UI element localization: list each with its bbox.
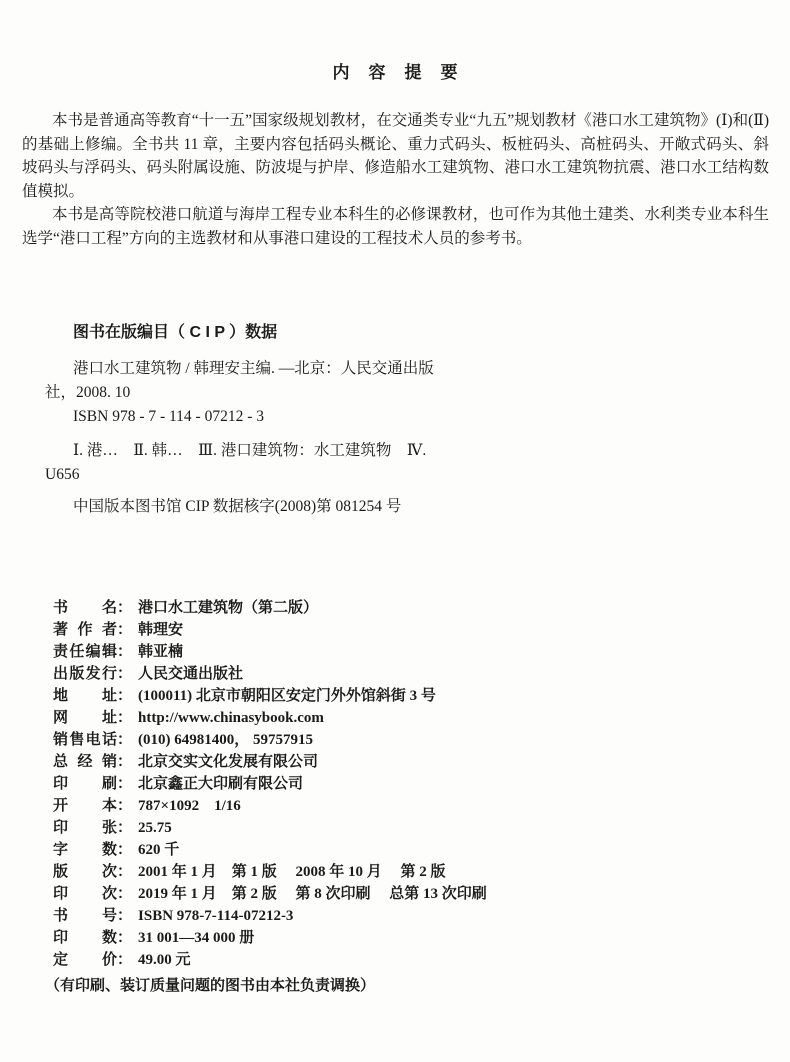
row-print-run-value: 31 001—34 000 册 xyxy=(138,929,255,946)
row-edition xyxy=(53,861,790,883)
row-impression-label: 印次 xyxy=(53,884,117,902)
row-word-count-label: 字数 xyxy=(53,840,117,858)
row-distributor xyxy=(53,751,790,773)
row-print-run xyxy=(53,927,790,949)
row-price xyxy=(53,949,790,971)
row-printed-sheets-value: 25.75 xyxy=(138,819,172,836)
row-sales-phone-label: 销售电话 xyxy=(53,730,117,748)
row-book-title xyxy=(53,597,790,619)
row-author xyxy=(53,619,790,641)
summary-paragraph-1: 本书是普通高等教育“十一五”国家级规划教材，在交通类专业“九五”规划教材《港口水工建筑物》(Ⅰ)和(Ⅱ)的基础上修编。全书共 11 章，主要内容包括码头概论、重力式码头、板桩码头、高桩码头、开敞式码头、斜坡码头与浮码头、码头附属设施、防波堤与护岸、修造船水工建筑物、港口水工建筑物抗震、港口水工结构数值模拟。 xyxy=(22,112,769,200)
row-format-colon: ： xyxy=(117,796,133,814)
row-impression-value: 2019 年 1 月 第 2 版 第 8 次印刷 总第 13 次印刷 xyxy=(138,885,487,902)
row-book-title-colon: ： xyxy=(117,598,133,616)
row-format-label: 开本 xyxy=(53,796,117,814)
row-publisher-label: 出版发行 xyxy=(53,664,117,682)
row-address xyxy=(53,685,790,707)
cip-heading: 图书在版编目（ C I P ）数据 xyxy=(73,323,278,341)
row-printer-label: 印刷 xyxy=(53,774,117,792)
row-format xyxy=(53,795,790,817)
row-isbn xyxy=(53,905,790,927)
row-sales-phone xyxy=(53,729,790,751)
row-price-label: 定价 xyxy=(53,950,117,968)
row-distributor-value: 北京交实文化发展有限公司 xyxy=(138,753,319,770)
row-managing-editor-colon: ： xyxy=(117,642,133,660)
row-edition-label: 版次 xyxy=(53,862,117,880)
row-website xyxy=(53,707,790,729)
row-edition-colon: ： xyxy=(117,862,133,880)
cip-line-classification-cont: U656 xyxy=(45,465,80,483)
row-print-run-colon: ： xyxy=(117,928,133,946)
row-price-colon: ： xyxy=(117,950,133,968)
row-book-title-label: 书名 xyxy=(53,598,117,616)
row-printer-colon: ： xyxy=(117,774,133,792)
row-address-label: 地址 xyxy=(53,686,117,704)
row-managing-editor-label: 责任编辑 xyxy=(53,642,117,660)
row-sales-phone-colon: ： xyxy=(117,730,133,748)
row-word-count-value: 620 千 xyxy=(138,841,180,858)
row-edition-value: 2001 年 1 月 第 1 版 2008 年 10 月 第 2 版 xyxy=(138,863,446,880)
cip-line-title-cont: 社，2008. 10 xyxy=(45,383,131,401)
row-website-colon: ： xyxy=(117,708,133,726)
row-isbn-colon: ： xyxy=(117,906,133,924)
row-managing-editor xyxy=(53,641,790,663)
row-impression-colon: ： xyxy=(117,884,133,902)
row-publisher xyxy=(53,663,790,685)
row-isbn-value: ISBN 978-7-114-07212-3 xyxy=(138,907,294,924)
row-impression xyxy=(53,883,790,905)
row-managing-editor-value: 韩亚楠 xyxy=(138,643,184,660)
cip-line-classification: Ⅰ. 港… Ⅱ. 韩… Ⅲ. 港口建筑物：水工建筑物 Ⅳ. xyxy=(73,441,427,459)
summary-paragraph-2: 本书是高等院校港口航道与海岸工程专业本科生的必修课教材，也可作为其他土建类、水利类专业本科生选学“港口工程”方向的主选教材和从事港口建设的工程技术人员的参考书。 xyxy=(22,206,769,247)
row-printer-value: 北京鑫正大印刷有限公司 xyxy=(138,775,304,792)
row-address-colon: ： xyxy=(117,686,133,704)
row-book-title-value: 港口水工建筑物（第二版） xyxy=(138,599,319,616)
row-website-value: http://www.chinasybook.com xyxy=(138,709,324,726)
row-printed-sheets xyxy=(53,817,790,839)
summary-section xyxy=(22,109,769,251)
cip-line-title: 港口水工建筑物 / 韩理安主编. —北京：人民交通出版 xyxy=(73,359,434,377)
row-price-value: 49.00 元 xyxy=(138,951,191,968)
cip-line-isbn: ISBN 978 - 7 - 114 - 07212 - 3 xyxy=(73,407,265,425)
row-distributor-colon: ： xyxy=(117,752,133,770)
row-author-value: 韩理安 xyxy=(138,621,184,638)
quality-exchange-note: （有印刷、装订质量问题的图书由本社负责调换） xyxy=(45,977,376,994)
row-sales-phone-value: (010) 64981400， 59757915 xyxy=(138,731,314,748)
row-printer xyxy=(53,773,790,795)
row-address-value: (100011) 北京市朝阳区安定门外外馆斜街 3 号 xyxy=(138,687,436,704)
row-publisher-colon: ： xyxy=(117,664,133,682)
row-author-label: 著 作 者 xyxy=(53,620,117,638)
row-isbn-label: 书号 xyxy=(53,906,117,924)
row-website-label: 网址 xyxy=(53,708,117,726)
cip-line-record-number: 中国版本图书馆 CIP 数据核字(2008)第 081254 号 xyxy=(73,497,402,515)
cip-section xyxy=(45,321,790,519)
page-title: 内容提要 xyxy=(332,63,477,82)
row-word-count xyxy=(53,839,790,861)
row-author-colon: ： xyxy=(117,620,133,638)
colophon-section xyxy=(45,597,790,997)
row-word-count-colon: ： xyxy=(117,840,133,858)
row-print-run-label: 印数 xyxy=(53,928,117,946)
row-distributor-label: 总 经 销 xyxy=(53,752,117,770)
row-publisher-value: 人民交通出版社 xyxy=(138,665,244,682)
row-format-value: 787×1092 1/16 xyxy=(138,797,241,814)
row-printed-sheets-label: 印张 xyxy=(53,818,117,836)
row-printed-sheets-colon: ： xyxy=(117,818,133,836)
